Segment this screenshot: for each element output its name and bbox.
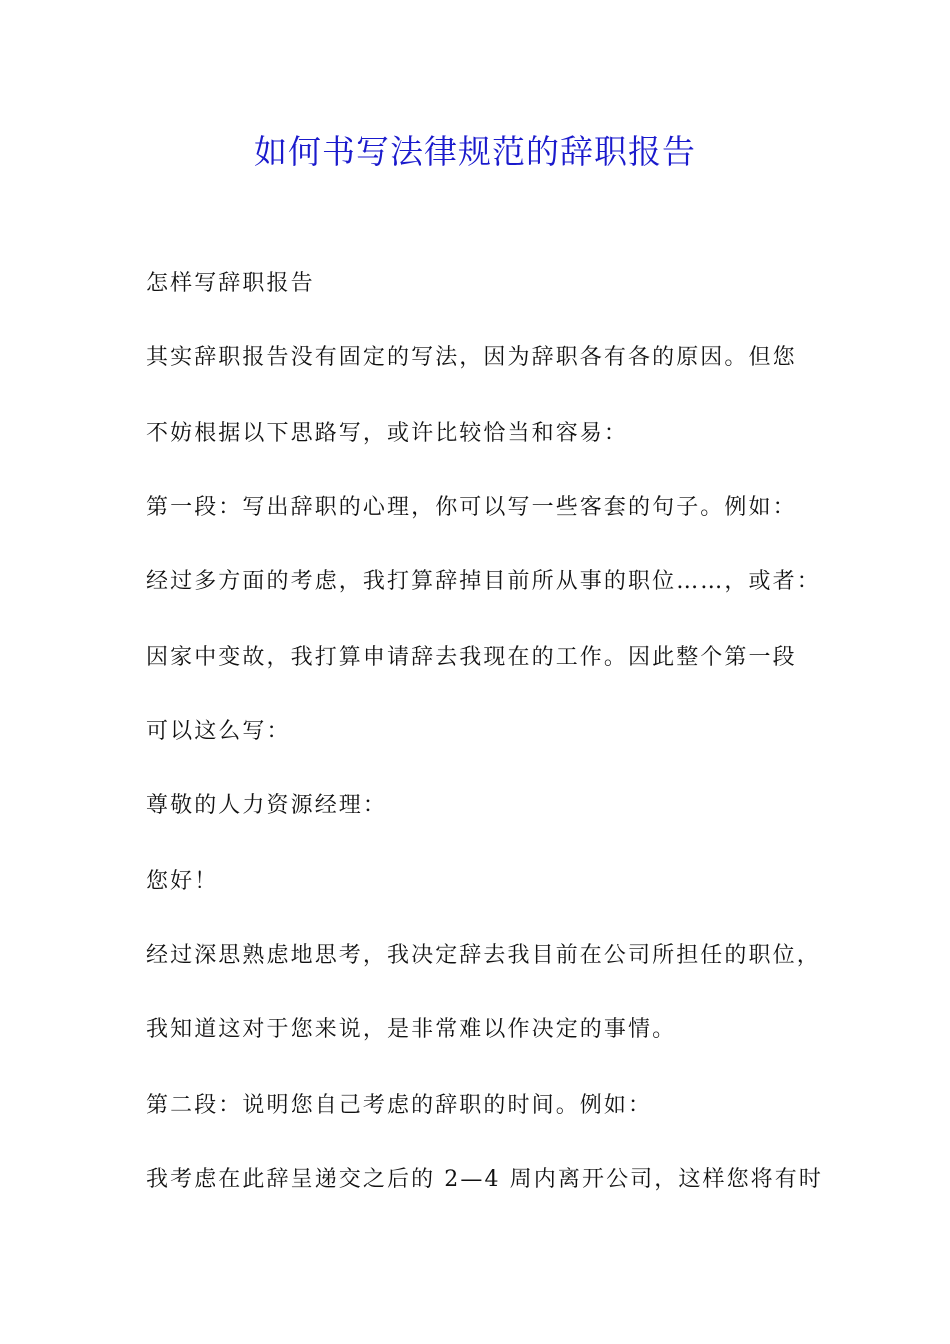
body-line-13: 我考虑在此辞呈递交之后的 2—4 周内离开公司，这样您将有时 xyxy=(146,1167,823,1192)
body-line-2: 其实辞职报告没有固定的写法，因为辞职各有各的原因。但您 xyxy=(146,345,797,370)
body-line-6: 因家中变故，我打算申请辞去我现在的工作。因此整个第一段 xyxy=(146,645,797,670)
body-line-9: 您好！ xyxy=(146,869,219,894)
body-line-11: 我知道这对于您来说，是非常难以作决定的事情。 xyxy=(146,1017,677,1042)
body-line-3: 不妨根据以下思路写，或许比较恰当和容易： xyxy=(146,421,629,446)
body-line-4: 第一段：写出辞职的心理，你可以写一些客套的句子。例如： xyxy=(146,495,797,520)
document-title: 如何书写法律规范的辞职报告 xyxy=(254,132,696,171)
body-line-12: 第二段：说明您自己考虑的辞职的时间。例如： xyxy=(146,1093,653,1118)
body-line-10: 经过深思熟虑地思考，我决定辞去我目前在公司所担任的职位， xyxy=(146,943,821,968)
body-line-8: 尊敬的人力资源经理： xyxy=(146,793,388,818)
body-line-1: 怎样写辞职报告 xyxy=(146,271,315,296)
body-line-7: 可以这么写： xyxy=(146,719,291,744)
body-line-5: 经过多方面的考虑，我打算辞掉目前所从事的职位……，或者： xyxy=(146,569,821,594)
